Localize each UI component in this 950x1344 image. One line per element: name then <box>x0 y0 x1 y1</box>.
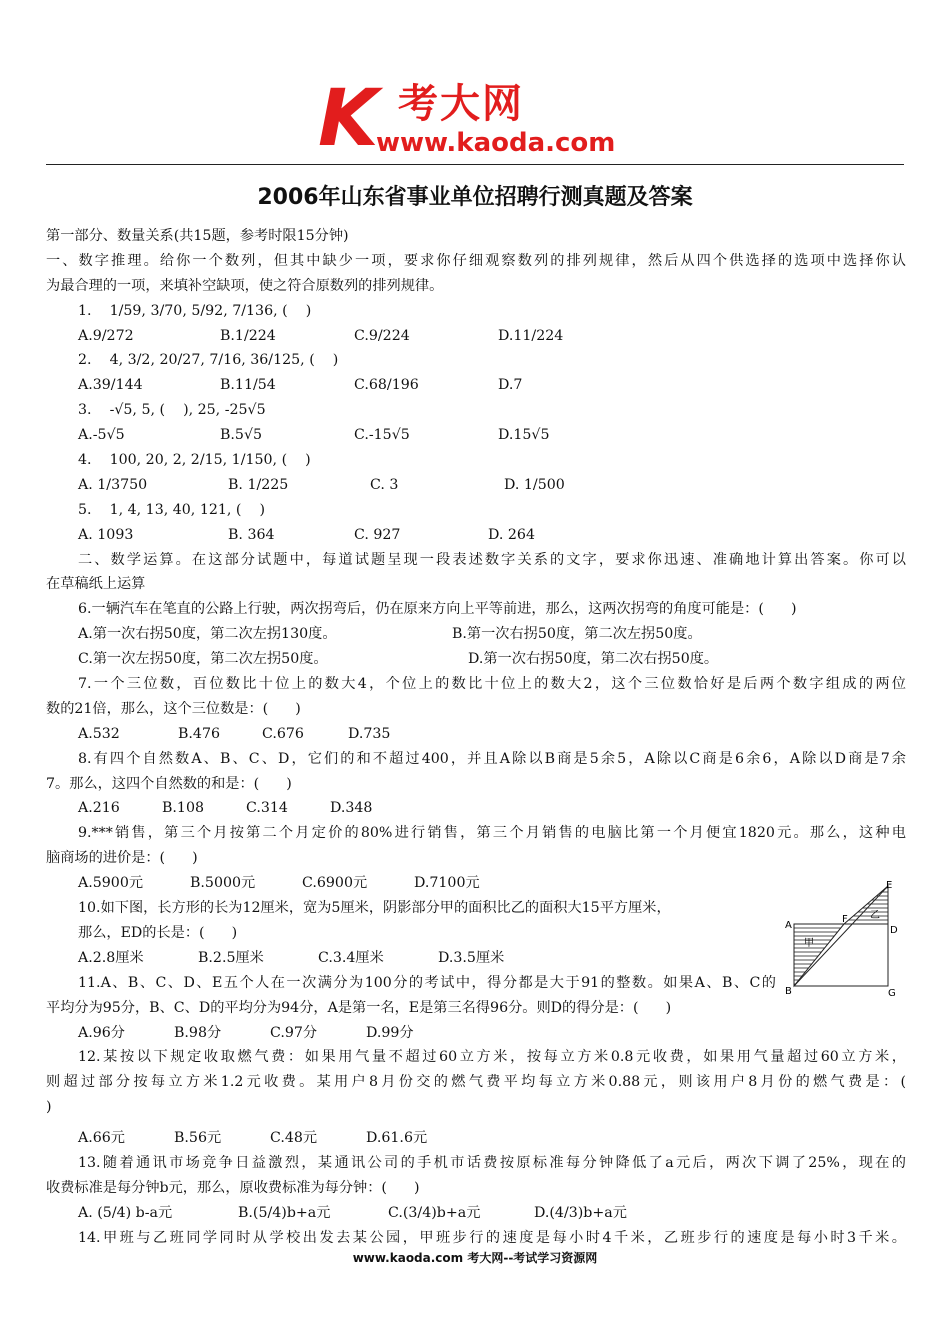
option-c: C.97分 <box>270 1024 318 1041</box>
part1-intro-line: 一、数字推理。给你一个数列，但其中缺少一项，要求你仔细观察数列的排列规律，然后从四个供选择的选项中选择你认 <box>46 252 906 269</box>
answer-options <box>46 796 906 821</box>
answer-options <box>46 373 906 398</box>
option-c: C.68/196 <box>354 377 419 394</box>
option-a: A.39/144 <box>78 377 143 394</box>
question-stem-cont: 脑商场的进价是：( ) <box>46 850 198 867</box>
part2-intro-line: 二、数学运算。在这部分试题中，每道试题呈现一段表述数字关系的文字，要求你迅速、准确地计算出答案。你可以 <box>78 551 906 568</box>
option-d: D.7100元 <box>414 875 480 892</box>
answer-options <box>46 473 906 498</box>
option-b: B. 364 <box>228 526 275 543</box>
label-b: B <box>785 986 792 997</box>
option-d: D.348 <box>330 800 373 817</box>
part1-intro-line: 为最合理的一项，来填补空缺项，使之符合原数列的排列规律。 <box>46 277 444 294</box>
rectangle-figure <box>782 878 902 998</box>
label-a: A <box>785 920 792 931</box>
part2-intro-line: 在草稿纸上运算 <box>46 576 146 593</box>
question-stem-cont: 平均分为95分，B、C、D的平均分为94分，A是第一名，E是第三名得96分。则D的得分是：( ) <box>46 999 672 1016</box>
question-stem: 5. 1, 4, 13, 40, 121, ( ) <box>78 501 266 518</box>
answer-options <box>46 622 906 647</box>
label-d: D <box>890 925 898 936</box>
option-c: C.-15√5 <box>354 427 410 444</box>
option-d: D.(4/3)b+a元 <box>534 1204 627 1221</box>
answer-options <box>46 423 906 448</box>
option-c: C.6900元 <box>302 875 368 892</box>
option-c: C.314 <box>246 800 288 817</box>
question-stem-cont: 7。那么，这四个自然数的和是：( ) <box>46 775 292 792</box>
option-a: A. (5/4) b-a元 <box>78 1204 173 1221</box>
label-f: F <box>842 914 848 925</box>
question-stem-cont: 则超过部分按每立方米1.2元收费。某用户8月份交的燃气费平均每立方米0.88元，则该用户8月份的燃气费是：( <box>46 1074 906 1091</box>
option-c: C.3.4厘米 <box>318 949 384 966</box>
option-d: D.7 <box>498 377 523 394</box>
question-stem-cont: ) <box>46 1099 52 1116</box>
option-b: B.第一次右拐50度，第二次左拐50度。 <box>452 626 702 643</box>
option-b: B.108 <box>162 800 205 817</box>
option-c: C.(3/4)b+a元 <box>388 1204 481 1221</box>
option-c: C. 927 <box>354 526 401 543</box>
option-d: D. 1/500 <box>504 476 565 493</box>
kaoda-logo <box>318 74 638 164</box>
option-c: C.48元 <box>270 1130 318 1147</box>
question-stem: 1. 1/59, 3/70, 5/92, 7/136, ( ) <box>78 302 312 319</box>
option-a: A.532 <box>78 725 120 742</box>
label-g: G <box>888 988 896 998</box>
label-jia: 甲 <box>804 938 814 949</box>
option-a: A.5900元 <box>78 875 144 892</box>
option-a: A. 1093 <box>78 526 134 543</box>
option-b: B.56元 <box>174 1130 222 1147</box>
logo-name: 考大网 <box>398 81 524 127</box>
option-a: A.96分 <box>78 1024 125 1041</box>
question-stem: 7.一个三位数，百位数比十位上的数大4，个位上的数比十位上的数大2，这个三位数恰好是后两个数字组成的两位 <box>78 676 906 693</box>
question-stem: 13.随着通讯市场竞争日益激烈，某通讯公司的手机市话费按原标准每分钟降低了a元后，两次下调了25%，现在的 <box>78 1154 906 1171</box>
label-yi: 乙 <box>870 910 880 921</box>
question-stem: 2. 4, 3/2, 20/27, 7/16, 36/125, ( ) <box>78 352 339 369</box>
answer-options <box>46 523 906 548</box>
option-b: B.5000元 <box>190 875 256 892</box>
answer-options <box>46 1201 906 1226</box>
option-b: B.476 <box>178 725 221 742</box>
question-stem: 8.有四个自然数A、B、C、D，它们的和不超过400，并且A除以B商是5余5，A除以C商是6余6，A除以D商是7余 <box>78 750 906 767</box>
page-footer: www.kaoda.com 考大网--考试学习资源网 <box>352 1251 598 1265</box>
option-a: A.9/272 <box>78 327 134 344</box>
answer-options <box>46 324 906 349</box>
question-stem-cont: 数的21倍，那么，这个三位数是：( ) <box>46 700 301 717</box>
option-a: A.第一次右拐50度，第二次左拐130度。 <box>78 626 337 643</box>
logo-url: www.kaoda.com <box>376 128 616 158</box>
answer-options <box>46 871 906 896</box>
option-b: B.1/224 <box>220 327 276 344</box>
option-c: C.676 <box>262 725 304 742</box>
answer-options <box>46 1021 906 1046</box>
shaded-region-jia <box>794 924 844 986</box>
option-b: B.5√5 <box>220 427 263 444</box>
option-d: D.61.6元 <box>366 1130 428 1147</box>
header-divider <box>46 164 904 165</box>
document-title: 2006年山东省事业单位招聘行测真题及答案 <box>257 185 693 210</box>
option-d: D.3.5厘米 <box>438 949 505 966</box>
question-stem: 9.***销售，第三个月按第二个月定价的80%进行销售，第三个月销售的电脑比第一个月便宜1820元。那么，这种电 <box>78 825 906 842</box>
option-d: D.735 <box>348 725 391 742</box>
option-a: A.-5√5 <box>78 427 125 444</box>
label-e: E <box>886 880 893 891</box>
option-c: C. 3 <box>370 476 399 493</box>
question-stem: 10.如下图，长方形的长为12厘米，宽为5厘米，阴影部分甲的面积比乙的面积大15平方厘米， <box>78 900 671 917</box>
question-stem: 3. -√5, 5, ( ), 25, -25√5 <box>78 402 266 419</box>
option-b: B. 1/225 <box>228 476 289 493</box>
answer-options <box>46 647 906 672</box>
option-b: B.(5/4)b+a元 <box>238 1204 331 1221</box>
question-stem: 11.A、B、C、D、E五个人在一次满分为100分的考试中，得分都是大于91的整数。如果A、B、C的 <box>78 974 776 991</box>
option-d: D.11/224 <box>498 327 564 344</box>
section-heading: 第一部分、数量关系(共15题，参考时限15分钟) <box>46 228 349 244</box>
question-stem-cont: 那么，ED的长是：( ) <box>78 924 238 941</box>
option-a: A.216 <box>78 800 120 817</box>
option-c: C.9/224 <box>354 327 410 344</box>
answer-options <box>46 722 906 747</box>
option-b: B.2.5厘米 <box>198 949 264 966</box>
question-stem: 4. 100, 20, 2, 2/15, 1/150, ( ) <box>78 452 311 469</box>
shaded-region-yi <box>844 886 888 924</box>
question-stem: 12.某按以下规定收取燃气费：如果用气量不超过60立方米，按每立方米0.8元收费，如果用气量超过60立方米， <box>78 1049 906 1066</box>
option-c: C.第一次左拐50度，第二次左拐50度。 <box>78 651 328 668</box>
document-body <box>46 224 906 1251</box>
option-b: B.98分 <box>174 1024 222 1041</box>
logo-letter: K <box>318 74 379 164</box>
option-d: D.15√5 <box>498 427 550 444</box>
option-d: D.99分 <box>366 1024 414 1041</box>
option-a: A. 1/3750 <box>78 476 148 493</box>
answer-options <box>46 946 906 971</box>
option-a: A.66元 <box>78 1130 125 1147</box>
option-d: D. 264 <box>488 526 535 543</box>
answer-options <box>46 1126 906 1151</box>
question-stem: 6.一辆汽车在笔直的公路上行驶，两次拐弯后，仍在原来方向上平等前进，那么，这两次拐弯的角度可能是：( ) <box>78 601 797 618</box>
question-stem-cont: 收费标准是每分钟b元，那么，原收费标准为每分钟：( ) <box>46 1179 420 1196</box>
option-a: A.2.8厘米 <box>78 949 144 966</box>
option-d: D.第一次右拐50度，第二次右拐50度。 <box>468 651 719 668</box>
option-b: B.11/54 <box>220 377 276 394</box>
question-stem: 14.甲班与乙班同学同时从学校出发去某公园，甲班步行的速度是每小时4千米，乙班步行的速度是每小时3千米。 <box>78 1229 906 1246</box>
